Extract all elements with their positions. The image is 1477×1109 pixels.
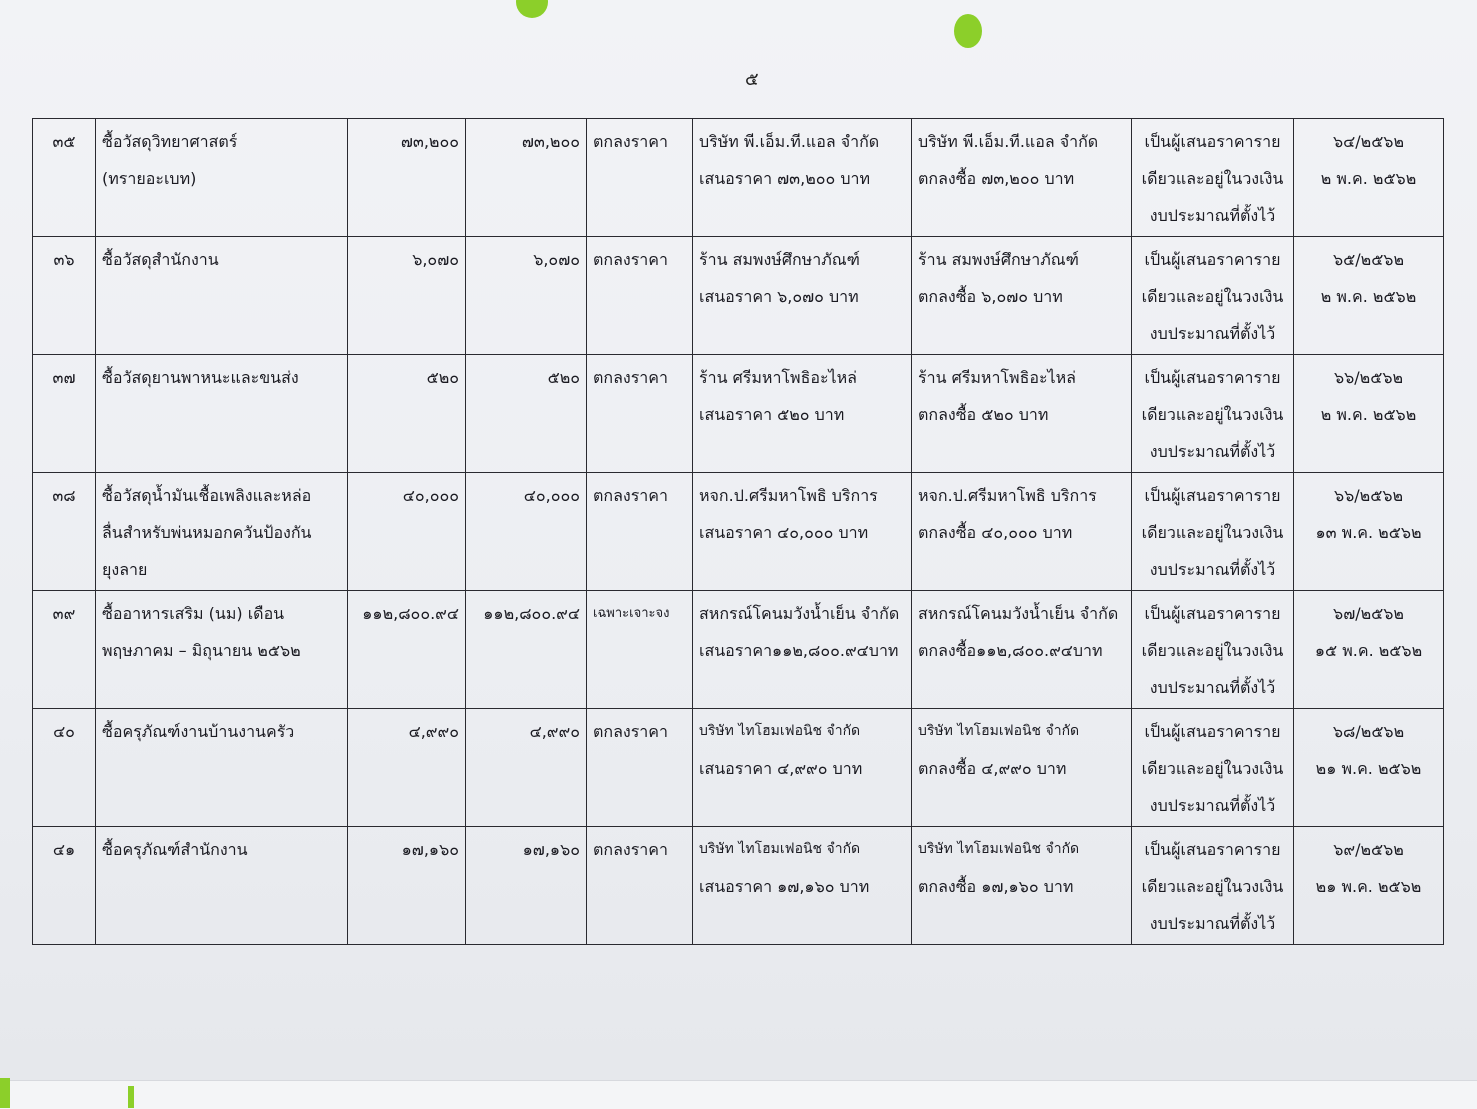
selected-vendor-line: ตกลงซื้อ ๑๗,๑๖๐ บาท bbox=[918, 877, 1074, 896]
item-description bbox=[96, 237, 348, 355]
table-row bbox=[33, 709, 1444, 827]
procurement-method: ตกลงราคา bbox=[587, 709, 693, 827]
budget-amount: ๖,๐๗๐ bbox=[348, 237, 466, 355]
bidder-and-price bbox=[693, 119, 912, 237]
bidder-and-price-line: บริษัท ไทโฮมเฟอนิช จำกัด bbox=[699, 723, 861, 739]
contract-reference-line: ๖๙/๒๕๖๒ bbox=[1333, 840, 1404, 859]
item-description bbox=[96, 827, 348, 945]
selection-reason-line: เดียวและอยู่ในวงเงิน bbox=[1141, 523, 1284, 542]
contract-reference-line: ๖๖/๒๕๖๒ bbox=[1333, 368, 1404, 387]
bidder-and-price-line: ร้าน ศรีมหาโพธิอะไหล่ bbox=[699, 368, 857, 387]
procurement-method: เฉพาะเจาะจง bbox=[587, 591, 693, 709]
selected-vendor-line: ร้าน ศรีมหาโพธิอะไหล่ bbox=[918, 368, 1076, 387]
selected-vendor bbox=[912, 827, 1132, 945]
table-row bbox=[33, 237, 1444, 355]
selection-reason-line: งบประมาณที่ตั้งไว้ bbox=[1149, 442, 1276, 461]
bidder-and-price-line: บริษัท ไทโฮมเฟอนิช จำกัด bbox=[699, 841, 861, 857]
selected-vendor bbox=[912, 119, 1132, 237]
selected-vendor-line: บริษัท พี.เอ็ม.ที.แอล จำกัด bbox=[918, 132, 1099, 151]
bidder-and-price-line: สหกรณ์โคนมวังน้ำเย็น จำกัด bbox=[699, 604, 900, 623]
selection-reason-line: งบประมาณที่ตั้งไว้ bbox=[1149, 206, 1276, 225]
selection-reason bbox=[1132, 827, 1294, 945]
procurement-method: ตกลงราคา bbox=[587, 119, 693, 237]
item-description bbox=[96, 355, 348, 473]
selection-reason-line: เป็นผู้เสนอราคาราย bbox=[1144, 132, 1281, 151]
row-number: ๓๘ bbox=[33, 473, 96, 591]
selection-reason-line: งบประมาณที่ตั้งไว้ bbox=[1149, 324, 1276, 343]
item-description bbox=[96, 119, 348, 237]
selected-vendor-line: ตกลงซื้อ ๔,๙๙๐ บาท bbox=[918, 759, 1067, 778]
selected-vendor-line: ตกลงซื้อ๑๑๒,๘๐๐.๙๔บาท bbox=[918, 641, 1103, 660]
bidder-and-price bbox=[693, 709, 912, 827]
item-description-line: ยุงลาย bbox=[102, 560, 148, 579]
selection-reason-line: งบประมาณที่ตั้งไว้ bbox=[1149, 796, 1276, 815]
bidder-and-price-line: เสนอราคา ๖,๐๗๐ บาท bbox=[699, 287, 859, 306]
median-price: ๖,๐๗๐ bbox=[466, 237, 587, 355]
row-number: ๓๙ bbox=[33, 591, 96, 709]
row-number: ๔๐ bbox=[33, 709, 96, 827]
bidder-and-price-line: เสนอราคา ๔๐,๐๐๐ บาท bbox=[699, 523, 869, 542]
contract-reference-line: ๖๘/๒๕๖๒ bbox=[1332, 722, 1405, 741]
item-description-line: ซื้อครุภัณฑ์สำนักงาน bbox=[102, 840, 248, 859]
procurement-method: ตกลงราคา bbox=[587, 237, 693, 355]
selection-reason-line: เป็นผู้เสนอราคาราย bbox=[1144, 722, 1281, 741]
selected-vendor-line: ร้าน สมพงษ์ศึกษาภัณฑ์ bbox=[918, 250, 1079, 269]
selection-reason-line: เป็นผู้เสนอราคาราย bbox=[1144, 486, 1281, 505]
selection-reason-line: เป็นผู้เสนอราคาราย bbox=[1144, 250, 1281, 269]
selected-vendor-line: ตกลงซื้อ ๖,๐๗๐ บาท bbox=[918, 287, 1063, 306]
item-description-line: (ทรายอะเบท) bbox=[102, 169, 197, 188]
selected-vendor bbox=[912, 473, 1132, 591]
selection-reason-line: เป็นผู้เสนอราคาราย bbox=[1144, 368, 1281, 387]
selection-reason bbox=[1132, 237, 1294, 355]
contract-reference-line: ๖๖/๒๕๖๒ bbox=[1333, 486, 1404, 505]
selected-vendor-line: ตกลงซื้อ ๗๓,๒๐๐ บาท bbox=[918, 169, 1075, 188]
contract-reference bbox=[1294, 237, 1444, 355]
procurement-table bbox=[32, 118, 1444, 945]
bidder-and-price bbox=[693, 473, 912, 591]
bidder-and-price-line: เสนอราคา ๔,๙๙๐ บาท bbox=[699, 759, 863, 778]
item-description-line: ซื้อครุภัณฑ์งานบ้านงานครัว bbox=[102, 722, 295, 741]
selection-reason-line: เป็นผู้เสนอราคาราย bbox=[1144, 604, 1281, 623]
selection-reason-line: เดียวและอยู่ในวงเงิน bbox=[1141, 641, 1284, 660]
bidder-and-price-line: เสนอราคา ๑๗,๑๖๐ บาท bbox=[699, 877, 870, 896]
budget-amount: ๑๑๒,๘๐๐.๙๔ bbox=[348, 591, 466, 709]
row-number: ๓๖ bbox=[33, 237, 96, 355]
bidder-and-price bbox=[693, 237, 912, 355]
selection-reason-line: เดียวและอยู่ในวงเงิน bbox=[1141, 759, 1284, 778]
contract-reference bbox=[1294, 473, 1444, 591]
selection-reason-line: เดียวและอยู่ในวงเงิน bbox=[1141, 877, 1284, 896]
item-description-line: พฤษภาคม – มิถุนายน ๒๕๖๒ bbox=[102, 641, 301, 660]
contract-reference bbox=[1294, 591, 1444, 709]
bidder-and-price bbox=[693, 827, 912, 945]
bidder-and-price bbox=[693, 355, 912, 473]
selected-vendor-line: หจก.ป.ศรีมหาโพธิ บริการ bbox=[918, 486, 1097, 505]
selection-reason bbox=[1132, 709, 1294, 827]
selected-vendor bbox=[912, 355, 1132, 473]
item-description-line: ซื้อวัสดุสำนักงาน bbox=[102, 250, 219, 269]
bidder-and-price-line: เสนอราคา ๕๒๐ บาท bbox=[699, 405, 845, 424]
contract-reference bbox=[1294, 827, 1444, 945]
table-body bbox=[33, 119, 1444, 945]
table-row bbox=[33, 591, 1444, 709]
selected-vendor-line: ตกลงซื้อ ๕๒๐ บาท bbox=[918, 405, 1049, 424]
next-page-edge bbox=[0, 1080, 1477, 1109]
median-price: ๑๑๒,๘๐๐.๙๔ bbox=[466, 591, 587, 709]
bidder-and-price-line: บริษัท พี.เอ็ม.ที.แอล จำกัด bbox=[699, 132, 880, 151]
contract-reference-line: ๖๕/๒๕๖๒ bbox=[1332, 250, 1404, 269]
selected-vendor-line: บริษัท ไทโฮมเฟอนิช จำกัด bbox=[918, 841, 1080, 857]
item-description bbox=[96, 473, 348, 591]
table-row bbox=[33, 827, 1444, 945]
median-price: ๔,๙๙๐ bbox=[466, 709, 587, 827]
selection-reason-line: งบประมาณที่ตั้งไว้ bbox=[1149, 914, 1276, 933]
punch-hole bbox=[954, 14, 982, 48]
selection-reason bbox=[1132, 473, 1294, 591]
table-row bbox=[33, 355, 1444, 473]
row-number: ๓๗ bbox=[33, 355, 96, 473]
selection-reason-line: เดียวและอยู่ในวงเงิน bbox=[1141, 169, 1284, 188]
selection-reason-line: งบประมาณที่ตั้งไว้ bbox=[1149, 560, 1276, 579]
median-price: ๗๓,๒๐๐ bbox=[466, 119, 587, 237]
selected-vendor-line: ตกลงซื้อ ๔๐,๐๐๐ บาท bbox=[918, 523, 1073, 542]
contract-reference bbox=[1294, 709, 1444, 827]
contract-reference-line: ๒ พ.ค. ๒๕๖๒ bbox=[1320, 405, 1417, 424]
page-number: ๕ bbox=[745, 69, 759, 90]
bidder-and-price-line: หจก.ป.ศรีมหาโพธิ บริการ bbox=[699, 486, 878, 505]
procurement-method: ตกลงราคา bbox=[587, 827, 693, 945]
median-price: ๕๒๐ bbox=[466, 355, 587, 473]
item-description-line: ซื้อวัสดุยานพาหนะและขนส่ง bbox=[102, 368, 299, 387]
contract-reference bbox=[1294, 355, 1444, 473]
median-price: ๔๐,๐๐๐ bbox=[466, 473, 587, 591]
item-description-line: ซื้อวัสดุน้ำมันเชื้อเพลิงและหล่อ bbox=[102, 486, 312, 505]
selected-vendor-line: สหกรณ์โคนมวังน้ำเย็น จำกัด bbox=[918, 604, 1119, 623]
contract-reference-line: ๑๓ พ.ค. ๒๕๖๒ bbox=[1315, 523, 1422, 542]
procurement-method: ตกลงราคา bbox=[587, 473, 693, 591]
background-edge bbox=[128, 1086, 134, 1108]
selected-vendor bbox=[912, 591, 1132, 709]
budget-amount: ๑๗,๑๖๐ bbox=[348, 827, 466, 945]
budget-amount: ๔,๙๙๐ bbox=[348, 709, 466, 827]
contract-reference-line: ๒๑ พ.ค. ๒๕๖๒ bbox=[1315, 877, 1422, 896]
table-row bbox=[33, 473, 1444, 591]
row-number: ๔๑ bbox=[33, 827, 96, 945]
bidder-and-price-line: เสนอราคา ๗๓,๒๐๐ บาท bbox=[699, 169, 871, 188]
contract-reference-line: ๒ พ.ค. ๒๕๖๒ bbox=[1320, 169, 1417, 188]
item-description bbox=[96, 709, 348, 827]
bidder-and-price bbox=[693, 591, 912, 709]
selection-reason bbox=[1132, 355, 1294, 473]
contract-reference-line: ๒ พ.ค. ๒๕๖๒ bbox=[1320, 287, 1417, 306]
table-row bbox=[33, 119, 1444, 237]
contract-reference bbox=[1294, 119, 1444, 237]
selected-vendor bbox=[912, 709, 1132, 827]
contract-reference-line: ๖๗/๒๕๖๒ bbox=[1333, 604, 1404, 623]
item-description bbox=[96, 591, 348, 709]
row-number: ๓๕ bbox=[33, 119, 96, 237]
bidder-and-price-line: เสนอราคา๑๑๒,๘๐๐.๙๔บาท bbox=[699, 641, 899, 660]
selected-vendor bbox=[912, 237, 1132, 355]
bidder-and-price-line: ร้าน สมพงษ์ศึกษาภัณฑ์ bbox=[699, 250, 860, 269]
procurement-method: ตกลงราคา bbox=[587, 355, 693, 473]
selection-reason-line: เดียวและอยู่ในวงเงิน bbox=[1141, 405, 1284, 424]
selection-reason-line: งบประมาณที่ตั้งไว้ bbox=[1149, 678, 1276, 697]
selection-reason-line: เป็นผู้เสนอราคาราย bbox=[1144, 840, 1281, 859]
background-edge bbox=[0, 1078, 10, 1108]
budget-amount: ๕๒๐ bbox=[348, 355, 466, 473]
item-description-line: ซื้ออาหารเสริม (นม) เดือน bbox=[102, 604, 285, 623]
selected-vendor-line: บริษัท ไทโฮมเฟอนิช จำกัด bbox=[918, 723, 1080, 739]
budget-amount: ๔๐,๐๐๐ bbox=[348, 473, 466, 591]
selection-reason bbox=[1132, 591, 1294, 709]
budget-amount: ๗๓,๒๐๐ bbox=[348, 119, 466, 237]
selection-reason bbox=[1132, 119, 1294, 237]
selection-reason-line: เดียวและอยู่ในวงเงิน bbox=[1141, 287, 1284, 306]
contract-reference-line: ๒๑ พ.ค. ๒๕๖๒ bbox=[1315, 759, 1422, 778]
item-description-line: ลื่นสำหรับพ่นหมอกควันป้องกัน bbox=[102, 523, 312, 542]
median-price: ๑๗,๑๖๐ bbox=[466, 827, 587, 945]
contract-reference-line: ๖๔/๒๕๖๒ bbox=[1332, 132, 1404, 151]
item-description-line: ซื้อวัสดุวิทยาศาสตร์ bbox=[102, 132, 238, 151]
punch-hole bbox=[516, 0, 548, 18]
contract-reference-line: ๑๕ พ.ค. ๒๕๖๒ bbox=[1314, 641, 1423, 660]
